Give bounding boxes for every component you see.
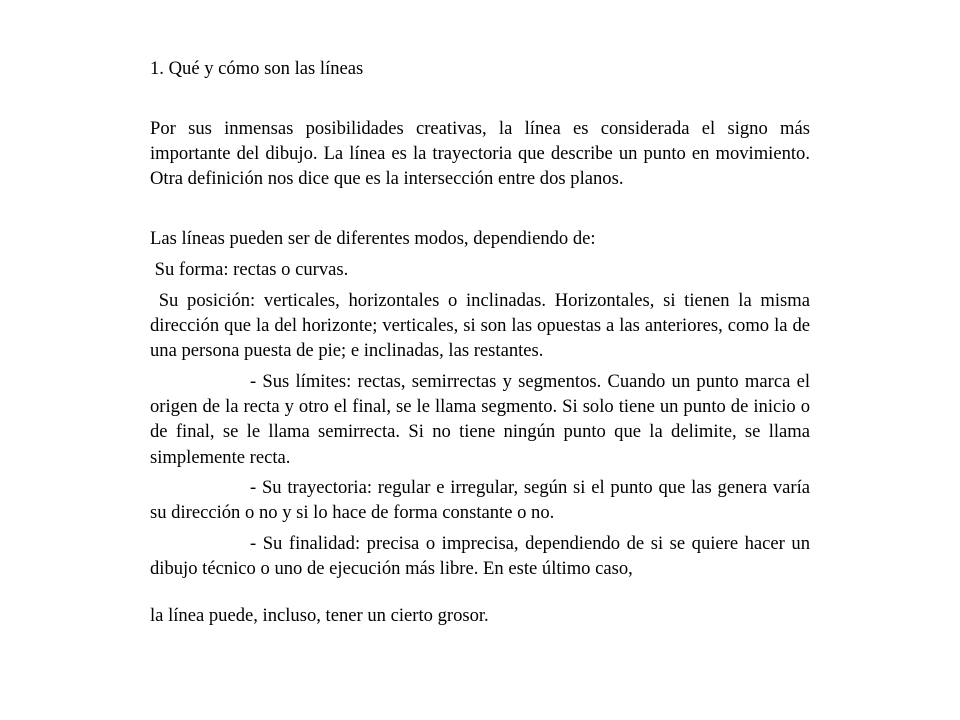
paragraph-purpose: - Su finalidad: precisa o imprecisa, dependiendo de si se quiere hacer un dibujo técnico o uno de ejecución más libre. En este último caso, bbox=[150, 533, 810, 580]
paragraph-limits: - Sus límites: rectas, semirrectas y segmentos. Cuando un punto marca el origen de la recta y otro el final, se le llama segmento. Si solo tiene un punto de inicio o de final, se le llama semirrecta. Si no tiene ningún punto que la delimite, se llama simplemente recta. bbox=[150, 371, 810, 468]
section-title: 1. Qué y cómo son las líneas bbox=[150, 58, 364, 79]
paragraph-shape: Su forma: rectas o curvas. bbox=[150, 259, 349, 280]
paragraph-types-intro: Las líneas pueden ser de diferentes modos, dependiendo de: bbox=[150, 228, 596, 249]
paragraph-intro: Por sus inmensas posibilidades creativas, la línea es considerada el signo más importante del dibujo. La línea es la trayectoria que describe un punto en movimiento. Otra definición nos dice que es la intersección entre dos planos. bbox=[150, 118, 810, 190]
paragraph-position: Su posición: verticales, horizontales o inclinadas. Horizontales, si tienen la misma dirección que la del horizonte; verticales, si son las opuestas a las anteriores, como la de una persona puesta de pie; e inclinadas, las restantes. bbox=[150, 290, 815, 362]
paragraph-thickness: la línea puede, incluso, tener un cierto grosor. bbox=[150, 605, 489, 626]
paragraph-trajectory: - Su trayectoria: regular e irregular, según si el punto que las genera varía su dirección o no y si lo hace de forma constante o no. bbox=[150, 477, 810, 524]
